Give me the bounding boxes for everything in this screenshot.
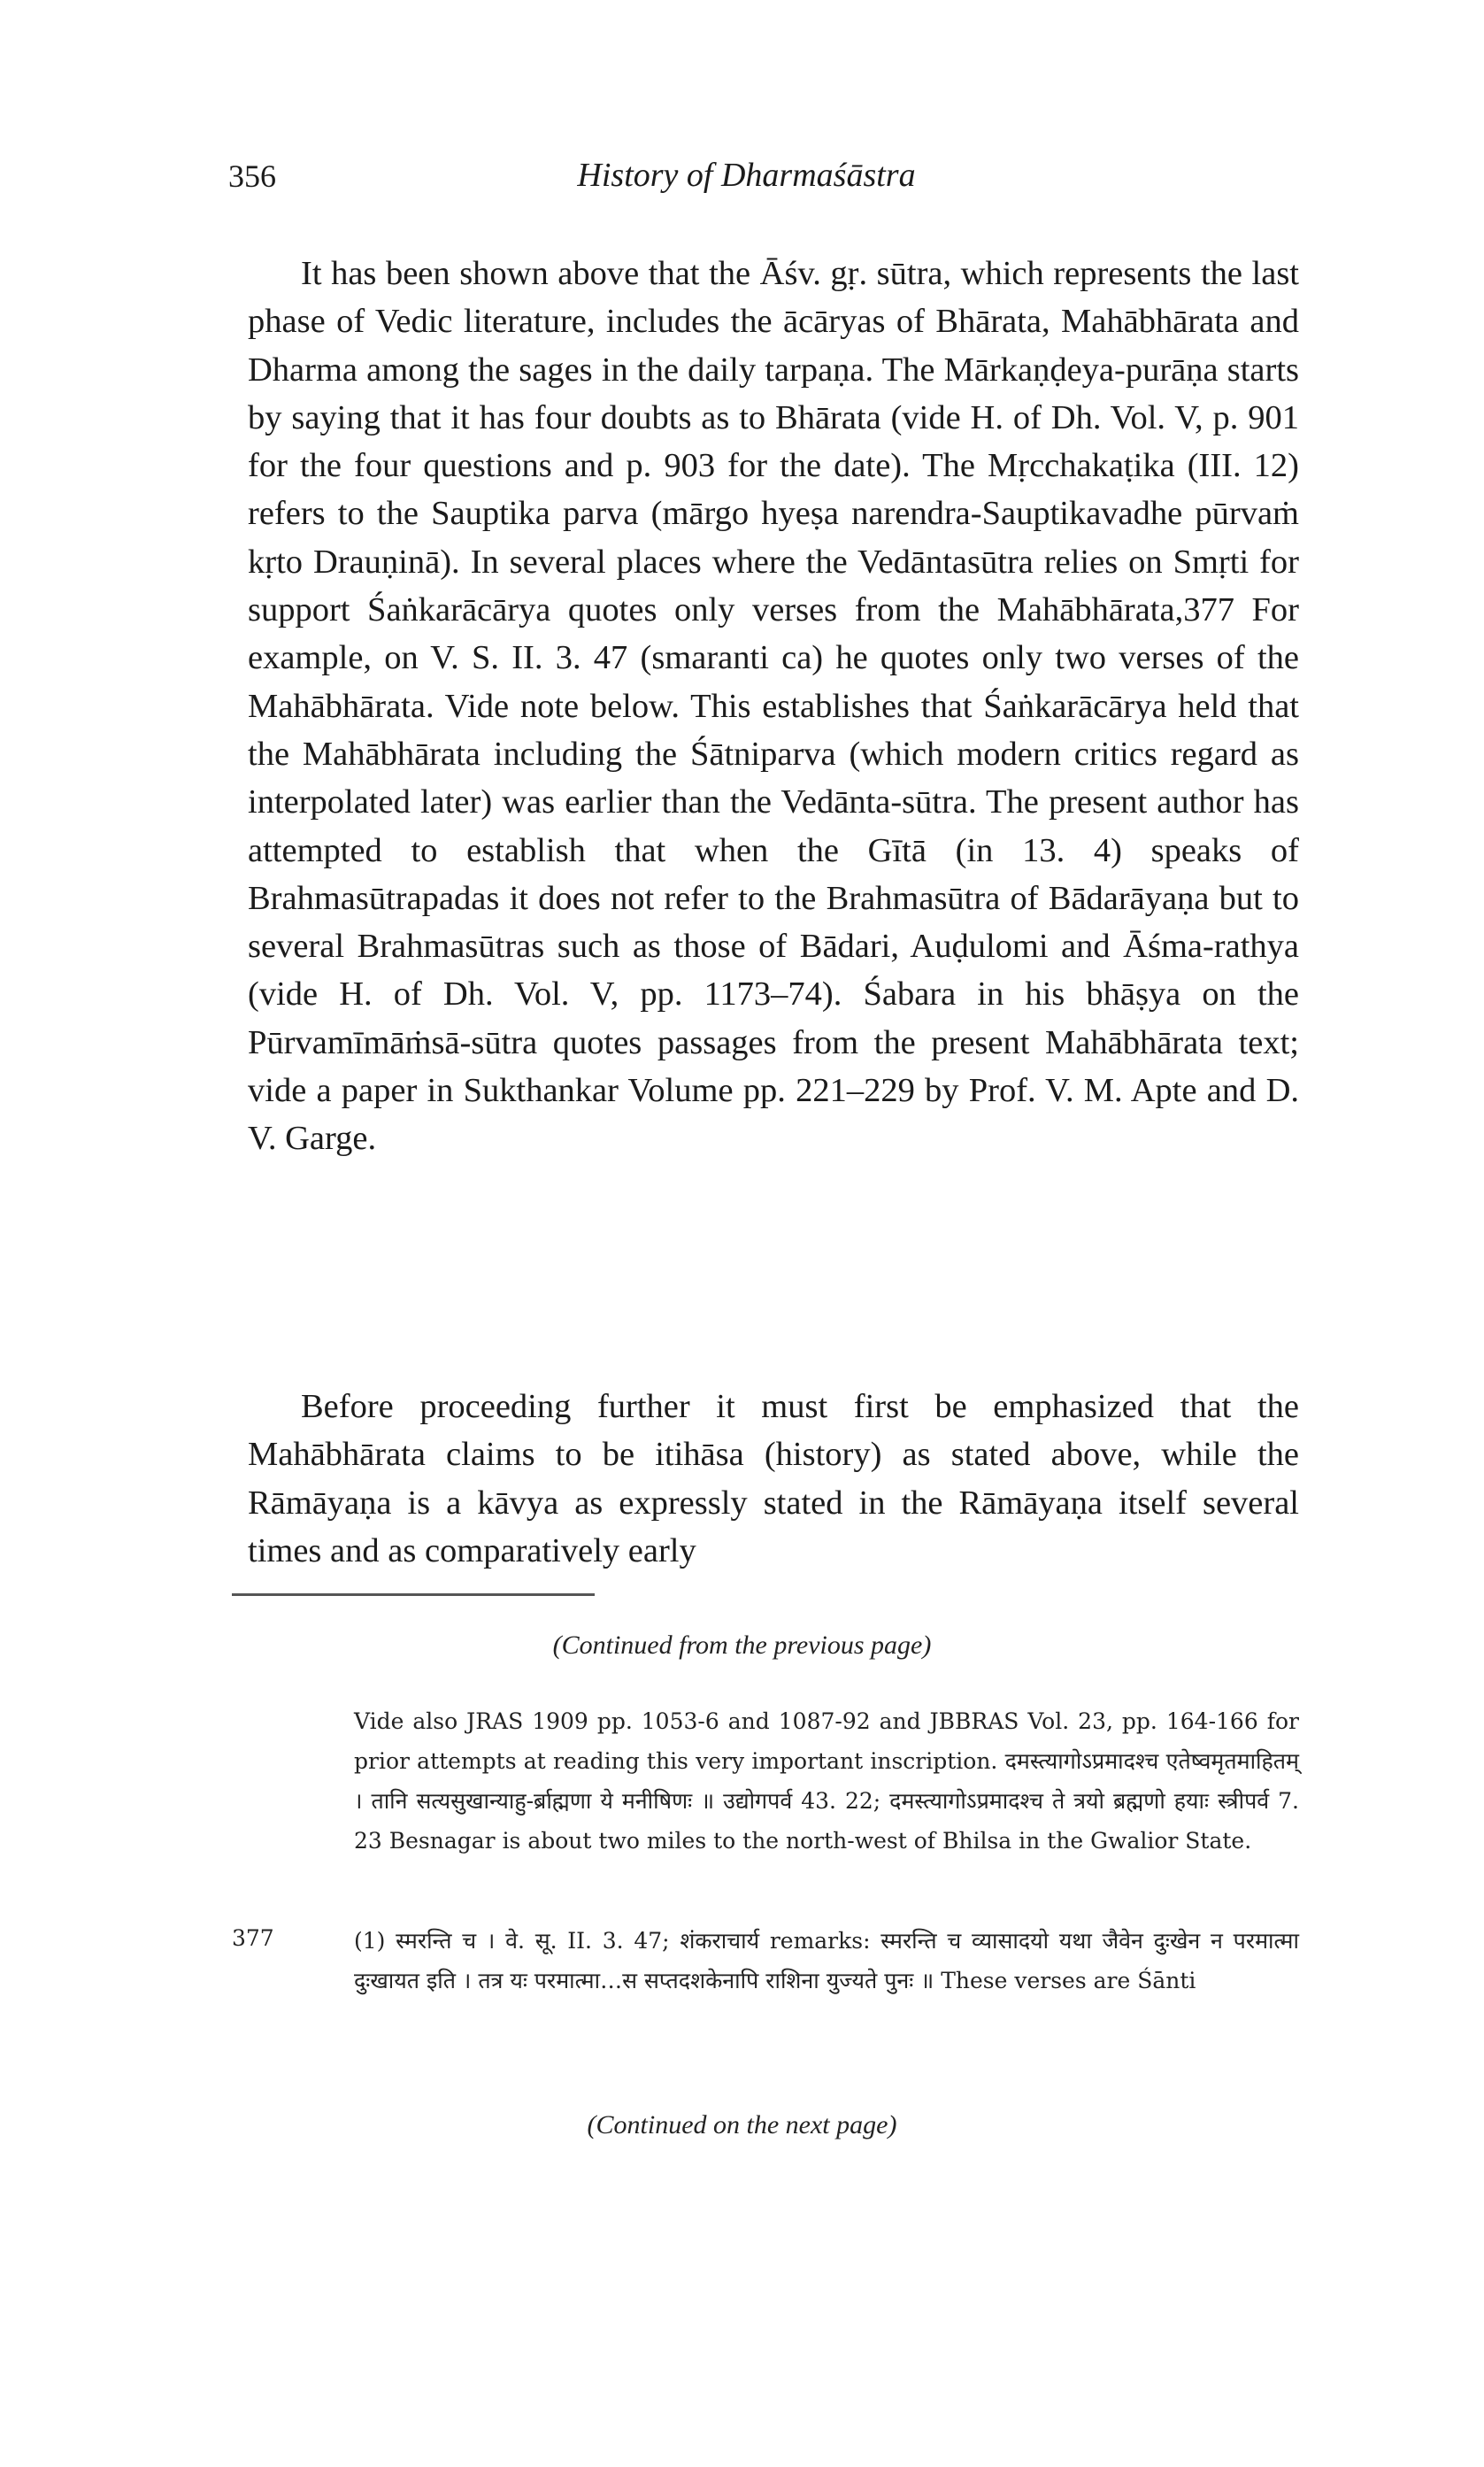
paragraph-text: Before proceeding further it must first be emphasized that the Mahābhārata claims to be itihāsa (history) as stated above, while the Rāmāyaṇa is a kāvya as expressly stated in the Rāmāyaṇa itself several times and as comparatively early <box>248 1388 1299 1569</box>
page-number: 356 <box>228 158 276 194</box>
body-paragraph <box>248 1383 1299 1575</box>
paragraph-text: It has been shown above that the Āśv. gṛ. sūtra, which represents the last phase of Vedic literature, includes the ācāryas of Bhārata, Mahābhārata and Dharma among the sages in the daily tarpaṇa. The Mārkaṇḍeya-purāṇa starts by saying that it has four doubts as to Bhārata (vide H. of Dh. Vol. V, p. 901 for the four questions and p. 903 for the date). The Mṛcchakaṭika (III. 12) refers to the Sauptika parva (mārgo hyeṣa narendra-Sauptikavadhe pūrvaṁ kṛto Drauṇinā). In several places where the Vedāntasūtra relies on Smṛti for support Śaṅkarācārya quotes only verses from the Mahābhārata,377 For example, on V. S. II. 3. 47 (smaranti ca) he quotes only two verses of the Mahābhārata. Vide note below. This establishes that Śaṅkarācārya held that the Mahābhārata including the Śātniparva (which modern critics regard as interpolated later) was earlier than the Vedānta-sūtra. The present author has attempted to establish that when the Gītā (in 13. 4) speaks of Brahmasūtrapadas it does not refer to the Brahmasūtra of Bādarāyaṇa but to several Brahmasūtras such as those of Bādari, Auḍulomi and Āśma-rathya (vide H. of Dh. Vol. V, pp. 1173–74). Śabara in his bhāṣya on the Pūrvamīmāṁsā-sūtra quotes passages from the present Mahābhārata text; vide a paper in Sukthankar Volume pp. 221–229 by Prof. V. M. Apte and D. V. Garge. <box>248 255 1299 1158</box>
footnote-continued-next: (Continued on the next page) <box>587 2110 897 2139</box>
footnote-text: (1) स्मरन्ति च । वे. सू. II. 3. 47; शंकराचार्य remarks: स्मरन्ति च व्यासादयो यथा जैवेन दुःखेन न परमात्मा दुःखायत इति । तत्र यः परमात्मा…स सप्तदशकेनापि राशिना युज्यते पुनः ॥ These verses are Śānti <box>354 1928 1299 1993</box>
footnote-continued-from: (Continued from the previous page) <box>552 1631 932 1660</box>
body-paragraph <box>248 250 1299 1163</box>
footnote-number: 377 <box>232 1925 274 1951</box>
footnote-rule <box>232 1593 595 1596</box>
footnote-text: Vide also JRAS 1909 pp. 1053-6 and 1087-92 and JBBRAS Vol. 23, pp. 164-166 for prior attempts at reading this very important inscription. दमस्त्यागोऽप्रमादश्च एतेष्वमृतमाहितम् । तानि सत्यसुखान्याहु-र्ब्राह्मणा ये मनीषिणः ॥ उद्योगपर्व 43. 22; दमस्त्यागोऽप्रमादश्च ते त्रयो ब्रह्मणो हयाः स्त्रीपर्व 7. 23 Besnagar is about two miles to the north-west of Bhilsa in the Gwalior State. <box>354 1708 1299 1854</box>
running-title: History of Dharmaśāstra <box>577 157 916 194</box>
